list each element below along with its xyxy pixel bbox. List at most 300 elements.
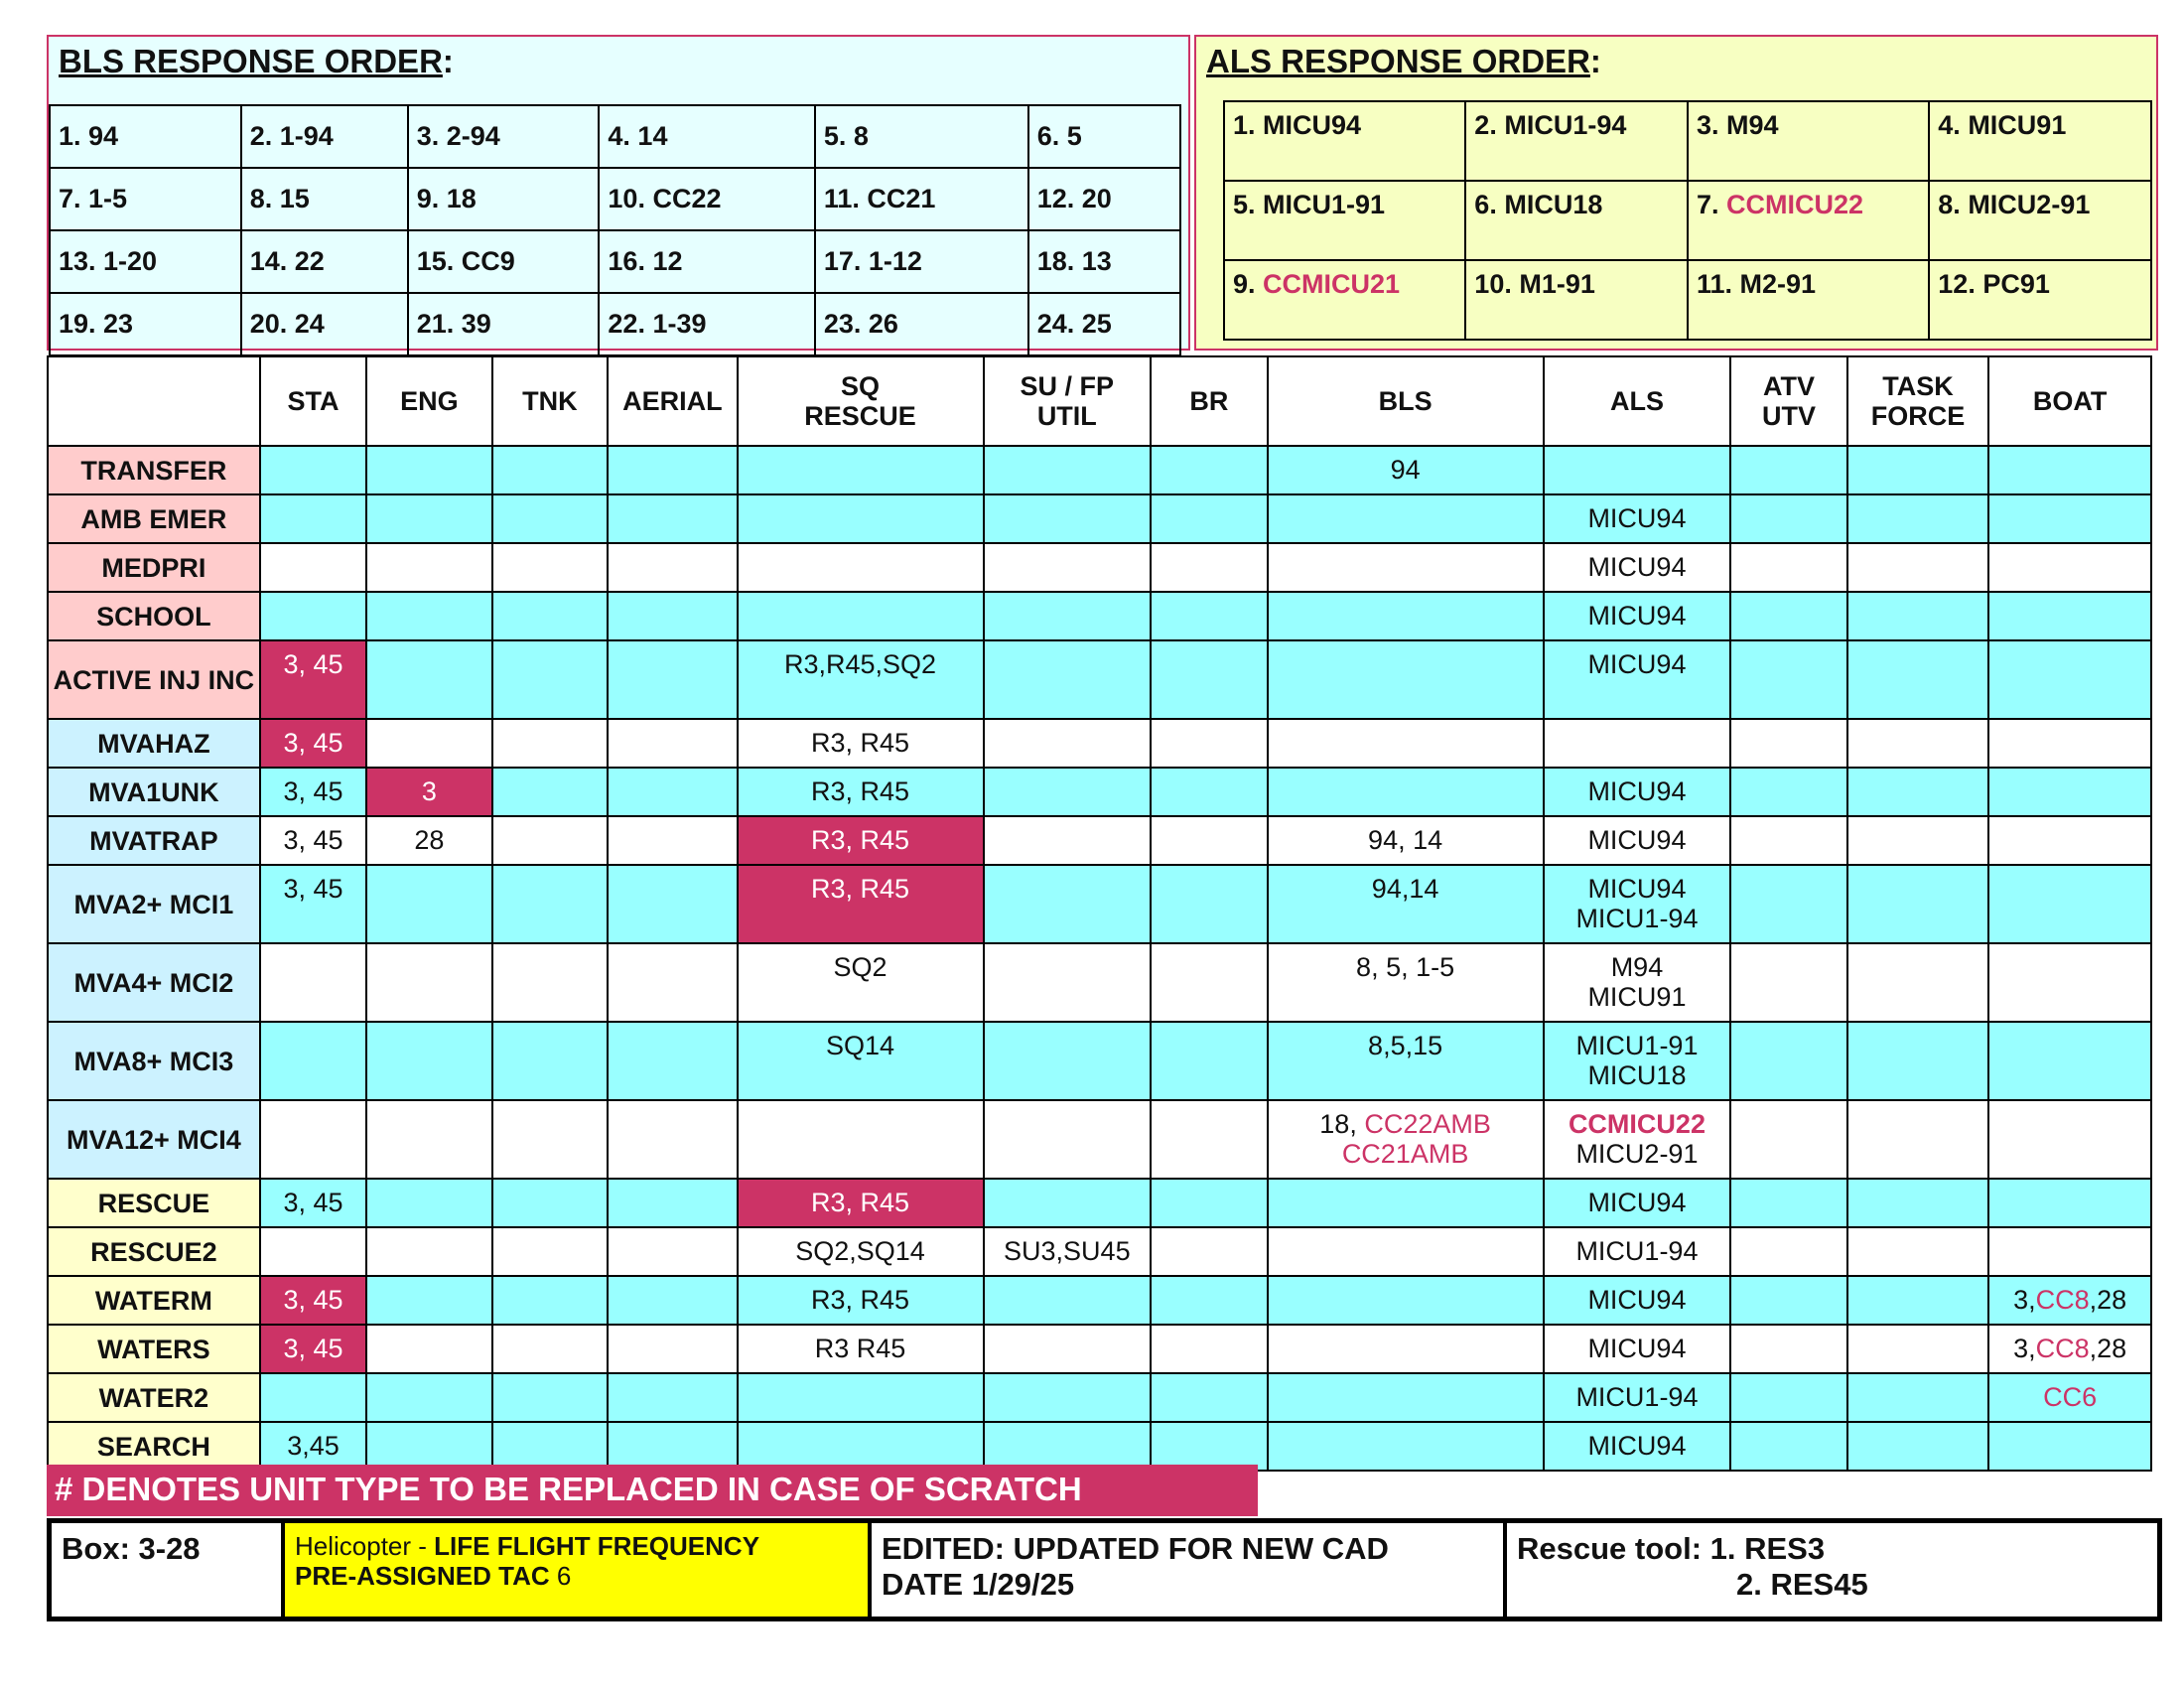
grid-cell (984, 1022, 1152, 1100)
row-name: SEARCH (48, 1422, 260, 1471)
grid-cell (1988, 1022, 2151, 1100)
als-order-number: 7. (1696, 190, 1727, 219)
row-name: WATERM (48, 1276, 260, 1325)
als-order-number: 6. (1474, 190, 1505, 219)
grid-cell: MICU94 (1544, 494, 1731, 543)
grid-cell (1151, 943, 1267, 1022)
grid-cell (1988, 719, 2151, 768)
column-header: STA (260, 356, 366, 446)
grid-cell: R3, R45 (738, 816, 984, 865)
grid-cell (492, 1179, 608, 1227)
grid-row (48, 943, 2151, 1022)
grid-cell (608, 865, 737, 943)
grid-cell (1847, 1100, 1989, 1179)
als-order-cell (1688, 260, 1929, 340)
column-header: ATV UTV (1730, 356, 1846, 446)
grid-cell (366, 543, 491, 592)
bls-order-cell: 2. 1-94 (241, 105, 408, 168)
grid-cell (1730, 1227, 1846, 1276)
als-order-unit: MICU91 (1968, 110, 2067, 140)
grid-cell (1988, 943, 2151, 1022)
grid-cell (738, 543, 984, 592)
rescue-tool-note: Rescue tool: 1. RES3 2. RES45 (1517, 1531, 1868, 1602)
als-order-cell (1929, 101, 2151, 181)
als-order-number: 8. (1938, 190, 1969, 219)
bls-response-order-panel (47, 35, 1190, 351)
bls-order-cell: 4. 14 (599, 105, 814, 168)
column-header: SQ RESCUE (738, 356, 984, 446)
grid-cell (984, 446, 1152, 494)
grid-cell (1730, 1022, 1846, 1100)
als-order-unit: CCMICU21 (1263, 269, 1401, 299)
grid-cell (366, 1422, 491, 1471)
grid-cell: 3,45 (260, 1422, 366, 1471)
grid-cell (260, 943, 366, 1022)
column-header: TNK (492, 356, 608, 446)
als-order-unit: M2-91 (1739, 269, 1817, 299)
grid-cell (984, 816, 1152, 865)
grid-cell (738, 1373, 984, 1422)
grid-cell (492, 768, 608, 816)
boat-unit: CC8 (2035, 1285, 2090, 1315)
grid-cell (366, 1325, 491, 1373)
als-order-cell (1465, 260, 1688, 340)
bls-order-cell: 24. 25 (1028, 293, 1180, 355)
grid-cell: MICU94 (1544, 543, 1731, 592)
grid-cell (492, 719, 608, 768)
row-name: WATERS (48, 1325, 260, 1373)
row-name: AMB EMER (48, 494, 260, 543)
bls-order-cell: 9. 18 (408, 168, 600, 230)
grid-cell (1151, 1373, 1267, 1422)
boat-unit: CC6 (2043, 1382, 2098, 1412)
grid-cell (366, 1179, 491, 1227)
grid-cell (492, 1276, 608, 1325)
grid-cell (738, 446, 984, 494)
grid-cell (492, 640, 608, 719)
grid-cell (984, 494, 1152, 543)
grid-cell (1151, 640, 1267, 719)
grid-cell (1988, 1422, 2151, 1471)
grid-row (48, 1179, 2151, 1227)
grid-cell (1151, 1227, 1267, 1276)
grid-cell (1730, 719, 1846, 768)
grid-row (48, 865, 2151, 943)
als-order-unit: M1-91 (1519, 269, 1595, 299)
grid-cell (1544, 1100, 1731, 1179)
grid-cell: 8, 5, 1-5 (1268, 943, 1544, 1022)
grid-cell (1730, 494, 1846, 543)
grid-cell (1151, 1100, 1267, 1179)
grid-cell: 3, 45 (260, 816, 366, 865)
grid-cell (1847, 865, 1989, 943)
column-header: BOAT (1988, 356, 2151, 446)
grid-cell (1847, 1022, 1989, 1100)
bls-order-table (49, 104, 1181, 356)
grid-cell (260, 446, 366, 494)
bls-order-cell: 11. CC21 (815, 168, 1028, 230)
grid-cell (984, 592, 1152, 640)
grid-cell (366, 719, 491, 768)
grid-cell: 3, 45 (260, 865, 366, 943)
grid-cell (608, 543, 737, 592)
grid-cell (260, 1373, 366, 1422)
bls-order-cell: 5. 8 (815, 105, 1028, 168)
als-order-table (1223, 100, 2152, 341)
als-order-cell (1224, 181, 1465, 260)
grid-cell (1544, 446, 1731, 494)
grid-cell (984, 943, 1152, 1022)
grid-cell (366, 446, 491, 494)
bls-order-cell: 1. 94 (50, 105, 241, 168)
grid-cell (1988, 865, 2151, 943)
grid-cell: MICU94 (1544, 592, 1731, 640)
grid-row (48, 719, 2151, 768)
grid-cell (1268, 494, 1544, 543)
grid-cell (1151, 1179, 1267, 1227)
als-order-unit: MICU18 (1504, 190, 1603, 219)
grid-cell: 3, 45 (260, 719, 366, 768)
grid-row (48, 1100, 2151, 1179)
grid-cell (492, 446, 608, 494)
grid-cell (1847, 1325, 1989, 1373)
bls-order-cell: 20. 24 (241, 293, 408, 355)
grid-cell (1988, 768, 2151, 816)
grid-cell (492, 1022, 608, 1100)
grid-cell: MICU94 (1544, 1179, 1731, 1227)
grid-cell (492, 865, 608, 943)
bls-order-cell: 21. 39 (408, 293, 600, 355)
grid-cell (1268, 592, 1544, 640)
grid-cell (608, 1373, 737, 1422)
grid-cell (984, 1325, 1152, 1373)
grid-cell (738, 1422, 984, 1471)
grid-cell: 3 (366, 768, 491, 816)
row-name: WATER2 (48, 1373, 260, 1422)
bls-order-cell: 10. CC22 (599, 168, 814, 230)
als-order-number: 11. (1696, 269, 1740, 299)
column-header: SU / FP UTIL (984, 356, 1152, 446)
helicopter-frequency-note: Helicopter - LIFE FLIGHT FREQUENCY PRE-ASSIGNED TAC 6 (285, 1523, 872, 1617)
als-order-number: 2. (1474, 110, 1505, 140)
bls-order-cell: 7. 1-5 (50, 168, 241, 230)
grid-cell (1151, 865, 1267, 943)
grid-cell (366, 494, 491, 543)
als-order-cell (1224, 101, 1465, 181)
grid-cell (1988, 1373, 2151, 1422)
grid-cell: R3, R45 (738, 1276, 984, 1325)
grid-cell (1151, 1276, 1267, 1325)
bls-response-order-title: BLS RESPONSE ORDER: (59, 43, 454, 79)
grid-cell (260, 1227, 366, 1276)
grid-cell (1847, 1422, 1989, 1471)
grid-row (48, 1422, 2151, 1471)
grid-cell (1730, 592, 1846, 640)
grid-cell: R3 R45 (738, 1325, 984, 1373)
grid-cell (984, 640, 1152, 719)
grid-cell (608, 1022, 737, 1100)
grid-cell (608, 719, 737, 768)
grid-cell (1847, 1179, 1989, 1227)
edited-note: EDITED: UPDATED FOR NEW CAD DATE 1/29/25 (872, 1523, 1507, 1617)
grid-cell: SQ2 (738, 943, 984, 1022)
grid-cell (1268, 543, 1544, 592)
grid-cell (260, 592, 366, 640)
grid-cell (1730, 1373, 1846, 1422)
grid-cell (1988, 640, 2151, 719)
grid-cell (1847, 592, 1989, 640)
column-header: ALS (1544, 356, 1731, 446)
grid-row (48, 1227, 2151, 1276)
grid-cell (1988, 1325, 2151, 1373)
grid-cell (1151, 1325, 1267, 1373)
grid-cell (1847, 446, 1989, 494)
grid-cell (1151, 592, 1267, 640)
grid-cell (608, 640, 737, 719)
grid-cell (492, 494, 608, 543)
grid-cell (1988, 1276, 2151, 1325)
grid-cell (608, 1227, 737, 1276)
grid-cell (366, 865, 491, 943)
grid-cell (260, 1022, 366, 1100)
grid-cell (1847, 816, 1989, 865)
grid-cell (1730, 1100, 1846, 1179)
grid-cell (984, 1276, 1152, 1325)
bls-order-cell: 16. 12 (599, 230, 814, 293)
als-order-cell (1224, 260, 1465, 340)
grid-cell (738, 1100, 984, 1179)
grid-row (48, 1022, 2151, 1100)
grid-cell: M94 MICU91 (1544, 943, 1731, 1022)
grid-cell (1268, 1276, 1544, 1325)
als-response-order-panel (1194, 35, 2158, 351)
grid-row (48, 446, 2151, 494)
grid-cell: MICU94 (1544, 1422, 1731, 1471)
grid-cell (1988, 816, 2151, 865)
grid-cell (608, 1276, 737, 1325)
grid-cell (492, 592, 608, 640)
grid-cell: SU3,SU45 (984, 1227, 1152, 1276)
bls-order-row (50, 105, 1180, 168)
grid-cell (1151, 816, 1267, 865)
row-name: MVA1UNK (48, 768, 260, 816)
grid-cell (1730, 1276, 1846, 1325)
als-order-unit: MICU1-91 (1263, 190, 1386, 219)
als-order-cell (1688, 101, 1929, 181)
grid-cell: R3,R45,SQ2 (738, 640, 984, 719)
grid-cell (984, 543, 1152, 592)
als-order-number: 5. (1233, 190, 1264, 219)
grid-cell (1151, 1422, 1267, 1471)
grid-cell (608, 592, 737, 640)
als-order-number: 12. (1938, 269, 1983, 299)
grid-row (48, 592, 2151, 640)
grid-cell (1730, 1325, 1846, 1373)
grid-cell (1988, 543, 2151, 592)
grid-cell (1847, 1227, 1989, 1276)
grid-cell (1151, 719, 1267, 768)
column-header: ENG (366, 356, 491, 446)
column-header: TASK FORCE (1847, 356, 1989, 446)
row-name: ACTIVE INJ INC (48, 640, 260, 719)
als-order-unit: CCMICU22 (1726, 190, 1864, 219)
grid-cell: R3, R45 (738, 1179, 984, 1227)
bls-order-cell: 19. 23 (50, 293, 241, 355)
grid-cell: MICU94 (1544, 816, 1731, 865)
bls-order-row (50, 293, 1180, 355)
boat-unit: ,28 (2089, 1334, 2127, 1363)
als-order-unit: M94 (1726, 110, 1779, 140)
grid-cell (1268, 768, 1544, 816)
grid-cell: 94,14 (1268, 865, 1544, 943)
grid-cell (1268, 1100, 1544, 1179)
grid-cell (492, 1422, 608, 1471)
grid-cell: 3, 45 (260, 1325, 366, 1373)
als-order-unit: MICU2-91 (1968, 190, 2091, 219)
grid-cell (608, 1422, 737, 1471)
grid-cell (492, 816, 608, 865)
grid-cell: 3, 45 (260, 768, 366, 816)
grid-cell (492, 1373, 608, 1422)
bls-unit: CC22AMB (1364, 1109, 1491, 1139)
grid-cell (1847, 943, 1989, 1022)
column-header (48, 356, 260, 446)
grid-cell (366, 1100, 491, 1179)
row-name: MVA2+ MCI1 (48, 865, 260, 943)
grid-cell (1151, 1022, 1267, 1100)
grid-row (48, 768, 2151, 816)
grid-cell: 3, 45 (260, 640, 366, 719)
grid-cell (1268, 1179, 1544, 1227)
grid-cell (366, 1373, 491, 1422)
grid-cell (492, 1227, 608, 1276)
als-order-row (1224, 181, 2151, 260)
bls-order-cell: 15. CC9 (408, 230, 600, 293)
als-order-cell (1929, 260, 2151, 340)
grid-cell (608, 1179, 737, 1227)
bls-unit: CC21AMB (1341, 1139, 1469, 1169)
grid-cell (492, 1325, 608, 1373)
grid-cell: SQ2,SQ14 (738, 1227, 984, 1276)
row-name: MVA4+ MCI2 (48, 943, 260, 1022)
grid-cell (608, 446, 737, 494)
grid-cell (260, 494, 366, 543)
grid-cell (1730, 1179, 1846, 1227)
grid-cell (366, 592, 491, 640)
grid-cell (1847, 1276, 1989, 1325)
grid-cell: R3, R45 (738, 768, 984, 816)
grid-cell (608, 943, 737, 1022)
grid-cell (1730, 865, 1846, 943)
bls-order-row (50, 230, 1180, 293)
bls-order-cell: 3. 2-94 (408, 105, 600, 168)
bls-order-cell: 17. 1-12 (815, 230, 1028, 293)
row-name: MVA8+ MCI3 (48, 1022, 260, 1100)
grid-cell (492, 543, 608, 592)
grid-header-row (48, 356, 2151, 446)
grid-row (48, 816, 2151, 865)
als-order-number: 1. (1233, 110, 1264, 140)
grid-cell (1988, 494, 2151, 543)
bls-unit: 18, (1319, 1109, 1365, 1139)
grid-cell (1988, 1179, 2151, 1227)
bls-order-cell: 22. 1-39 (599, 293, 814, 355)
grid-cell (260, 543, 366, 592)
grid-cell: 8,5,15 (1268, 1022, 1544, 1100)
row-name: MEDPRI (48, 543, 260, 592)
grid-cell: R3, R45 (738, 865, 984, 943)
grid-row (48, 1373, 2151, 1422)
row-name: MVA12+ MCI4 (48, 1100, 260, 1179)
grid-cell (1544, 719, 1731, 768)
grid-cell (984, 719, 1152, 768)
grid-cell: MICU94 (1544, 640, 1731, 719)
grid-cell: MICU94 (1544, 1276, 1731, 1325)
grid-cell (1988, 446, 2151, 494)
grid-cell (608, 816, 737, 865)
grid-cell: MICU94 (1544, 768, 1731, 816)
grid-cell: MICU1-94 (1544, 1227, 1731, 1276)
row-name: RESCUE (48, 1179, 260, 1227)
boat-unit: 3, (2013, 1285, 2036, 1315)
als-order-unit: MICU1-94 (1504, 110, 1627, 140)
als-order-row (1224, 101, 2151, 181)
bls-order-cell: 12. 20 (1028, 168, 1180, 230)
grid-cell (738, 494, 984, 543)
grid-cell (1268, 640, 1544, 719)
grid-cell (608, 494, 737, 543)
grid-cell (984, 768, 1152, 816)
grid-cell (1988, 1100, 2151, 1179)
als-order-unit: MICU94 (1263, 110, 1362, 140)
grid-cell (1730, 816, 1846, 865)
als-order-cell (1465, 181, 1688, 260)
grid-cell: 94, 14 (1268, 816, 1544, 865)
als-order-unit: PC91 (1982, 269, 2050, 299)
bls-order-cell: 14. 22 (241, 230, 408, 293)
bls-order-cell: 23. 26 (815, 293, 1028, 355)
grid-cell (1268, 719, 1544, 768)
grid-cell (366, 640, 491, 719)
grid-cell (260, 1100, 366, 1179)
grid-cell (608, 768, 737, 816)
grid-cell (1268, 1373, 1544, 1422)
boat-unit: CC8 (2035, 1334, 2090, 1363)
grid-cell: 94 (1268, 446, 1544, 494)
grid-cell (366, 1022, 491, 1100)
grid-cell (492, 1100, 608, 1179)
grid-cell (366, 1227, 491, 1276)
column-header: BR (1151, 356, 1267, 446)
grid-cell (738, 592, 984, 640)
grid-row (48, 1325, 2151, 1373)
bls-order-cell: 6. 5 (1028, 105, 1180, 168)
grid-cell (366, 943, 491, 1022)
grid-cell (1847, 768, 1989, 816)
grid-cell (1847, 719, 1989, 768)
grid-cell (1730, 943, 1846, 1022)
als-unit: MICU2-91 (1575, 1139, 1699, 1169)
grid-row (48, 1276, 2151, 1325)
grid-cell (492, 943, 608, 1022)
grid-cell (608, 1100, 737, 1179)
grid-cell (1988, 1227, 2151, 1276)
als-order-cell (1465, 101, 1688, 181)
als-order-number: 9. (1233, 269, 1264, 299)
grid-cell: MICU1-91 MICU18 (1544, 1022, 1731, 1100)
grid-row (48, 543, 2151, 592)
bls-order-cell: 18. 13 (1028, 230, 1180, 293)
